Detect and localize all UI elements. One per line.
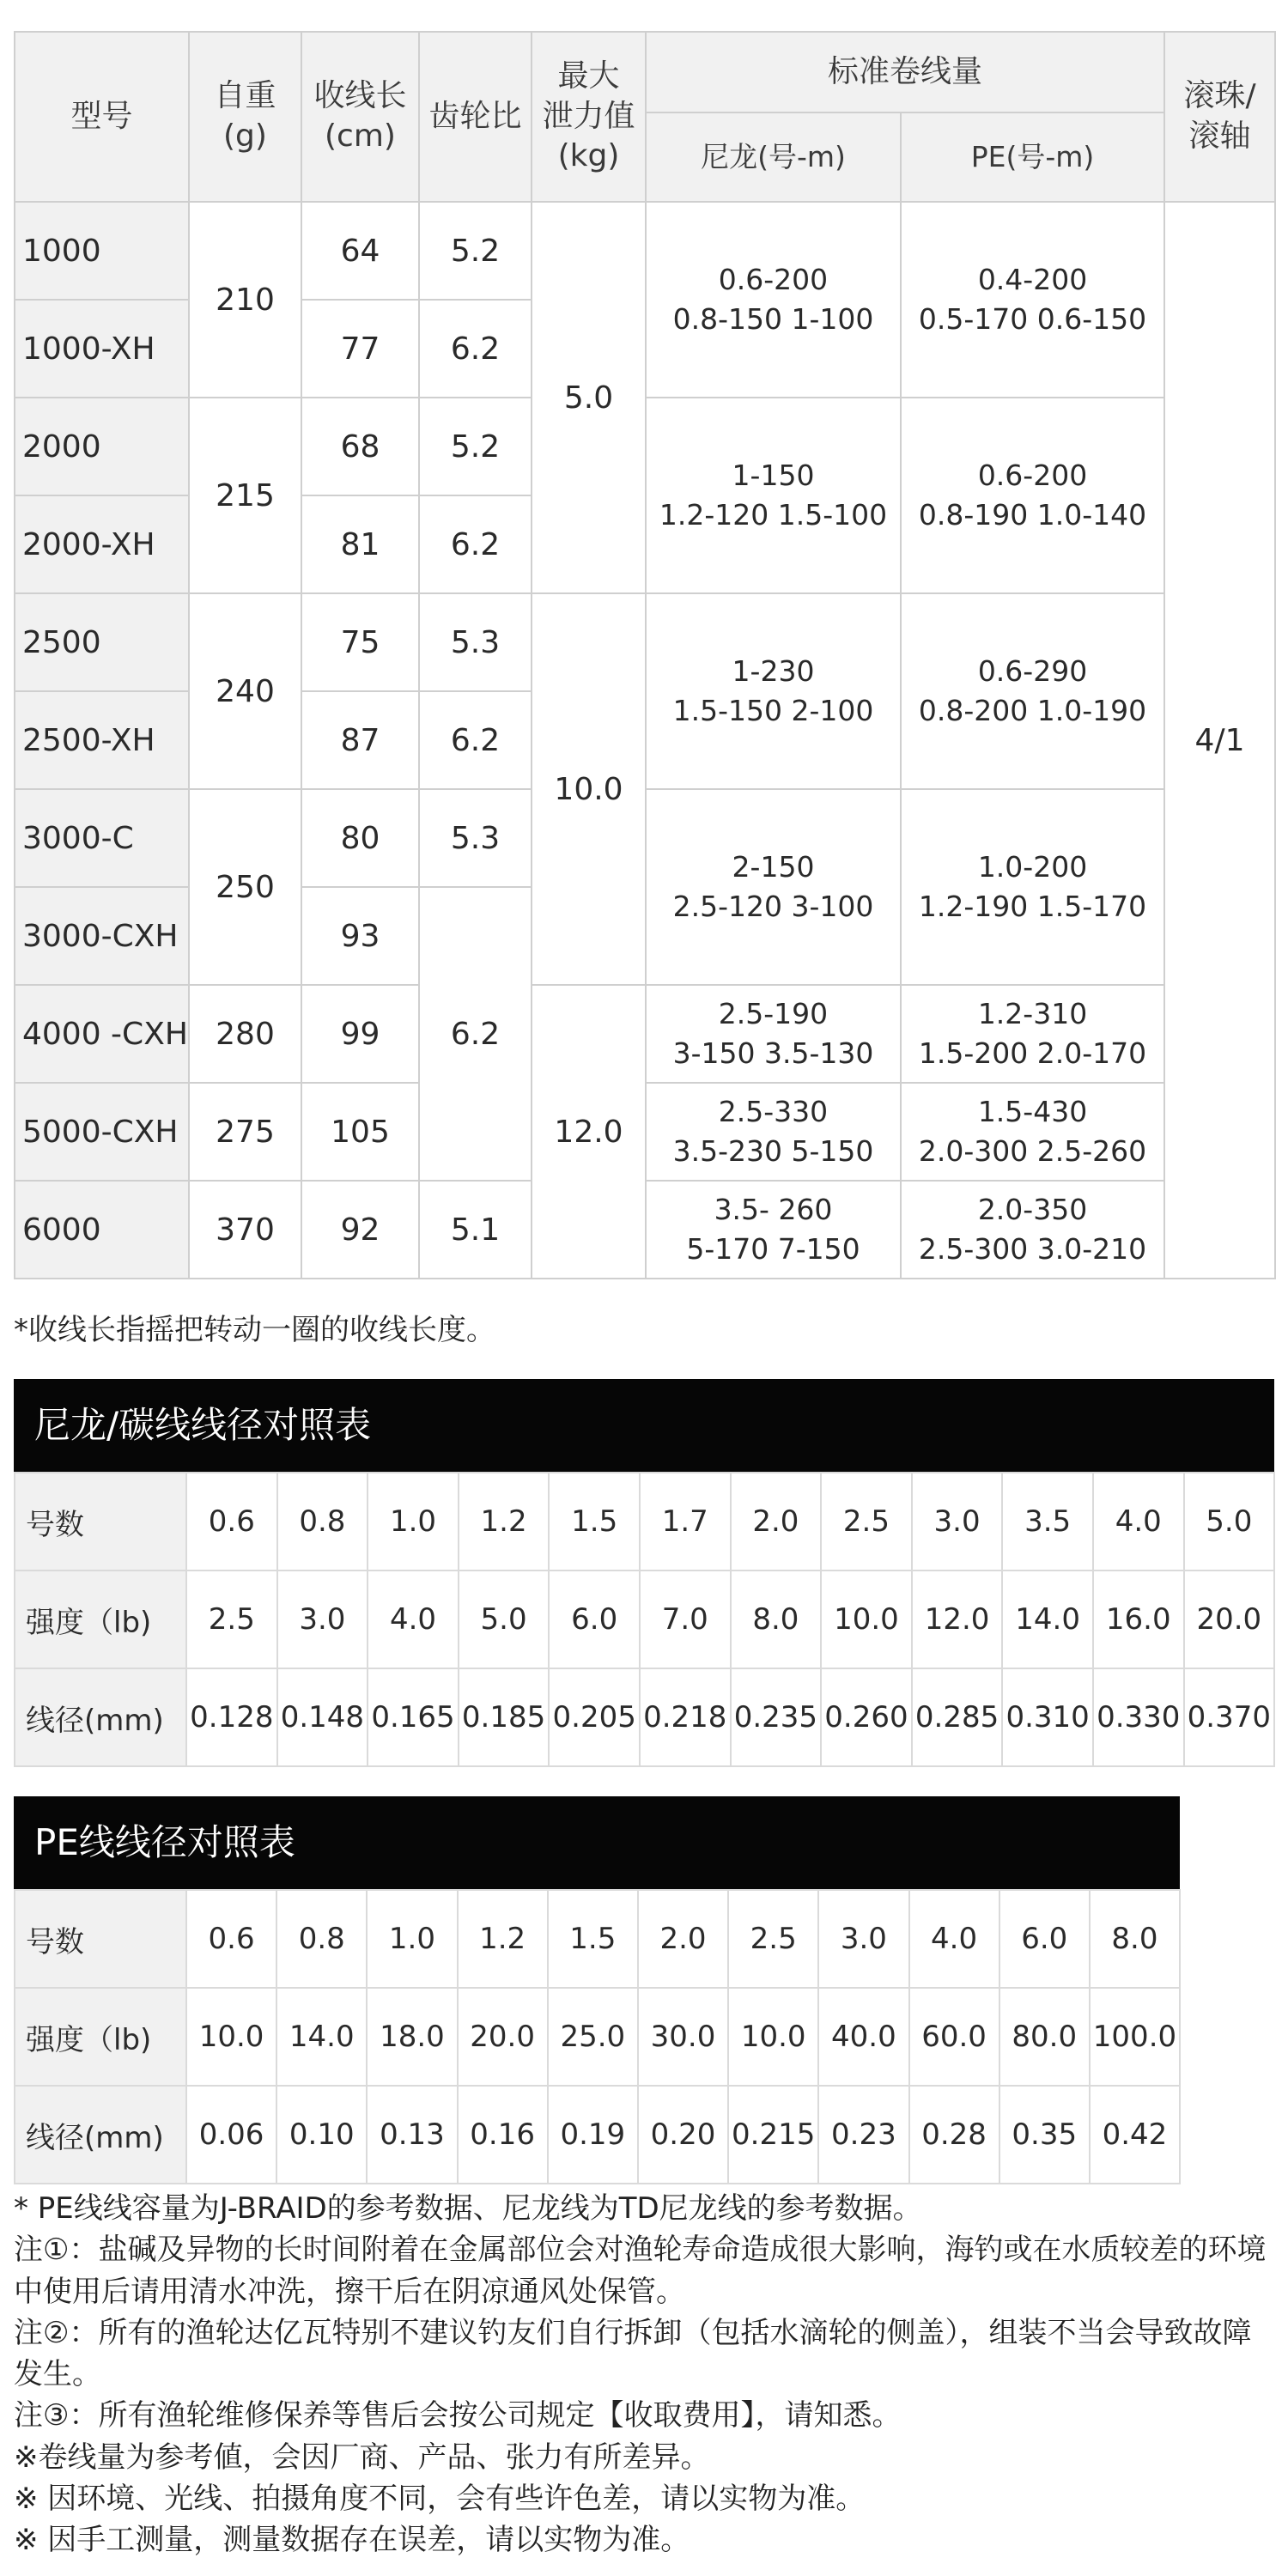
- table-cell: 80.0: [999, 1988, 1090, 2086]
- nylon-capacity-cell: 1-150 1.2-120 1.5-100: [646, 398, 901, 593]
- table-cell: 5.0: [459, 1571, 550, 1668]
- table-cell: 0.23: [818, 2086, 908, 2184]
- table-row: [15, 202, 1275, 300]
- table-cell: 0.185: [459, 1668, 550, 1766]
- table-cell: 0.8: [277, 1473, 368, 1571]
- table-cell: 1.0: [367, 1890, 457, 1988]
- table-cell: 6.0: [549, 1571, 640, 1668]
- table-cell: 0.128: [186, 1668, 277, 1766]
- table-cell: 12.0: [912, 1571, 1003, 1668]
- table-cell: 18.0: [367, 1988, 457, 2086]
- gear-cell: 5.1: [419, 1181, 532, 1279]
- header-weight: 自重 (g): [189, 32, 301, 202]
- table-cell: 0.310: [1002, 1668, 1093, 1766]
- weight-cell: 240: [189, 593, 301, 789]
- reel-spec-table: [14, 31, 1276, 1279]
- note-line: ※卷线量为参考値，会因厂商、产品、张力有所差异。: [14, 2439, 710, 2475]
- retrieve-cell: 93: [301, 887, 419, 985]
- pe-capacity-cell: 1.2-310 1.5-200 2.0-170: [901, 985, 1164, 1083]
- table-cell: 0.235: [731, 1668, 822, 1766]
- table-cell: 8.0: [1090, 1890, 1180, 1988]
- strength-row: [15, 1988, 1180, 2086]
- retrieve-cell: 64: [301, 202, 419, 300]
- note-line: * PE线线容量为J-BRAID的参考数据、尼龙线为TD尼龙线的参考数据。: [14, 2191, 922, 2226]
- pe-capacity-cell: 1.5-430 2.0-300 2.5-260: [901, 1083, 1164, 1181]
- table-cell: 1.5: [548, 1890, 638, 1988]
- retrieve-cell: 80: [301, 789, 419, 887]
- table-cell: 3.0: [912, 1473, 1003, 1571]
- nylon-capacity-cell: 0.6-200 0.8-150 1-100: [646, 202, 901, 398]
- weight-cell: 215: [189, 398, 301, 593]
- table-cell: 0.205: [549, 1668, 640, 1766]
- table-cell: 14.0: [276, 1988, 367, 2086]
- retrieve-cell: 75: [301, 593, 419, 691]
- weight-cell: 370: [189, 1181, 301, 1279]
- drag-cell: 12.0: [532, 985, 646, 1279]
- gear-cell: 5.3: [419, 593, 532, 691]
- table-cell: 1.2: [458, 1890, 548, 1988]
- table-cell: 0.10: [276, 2086, 367, 2184]
- gear-cell: 5.3: [419, 789, 532, 887]
- model-cell: 1000-XH: [15, 300, 189, 398]
- drag-cell: 10.0: [532, 593, 646, 985]
- table-cell: 4.0: [1093, 1473, 1184, 1571]
- table-cell: 8.0: [731, 1571, 822, 1668]
- table-cell: 0.260: [821, 1668, 912, 1766]
- table-cell: 0.42: [1090, 2086, 1180, 2184]
- table-cell: 40.0: [818, 1988, 908, 2086]
- table-cell: 30.0: [638, 1988, 728, 2086]
- pe-table-title: PE线线径对照表: [14, 1796, 1180, 1889]
- table-cell: 2.5: [728, 1890, 818, 1988]
- model-cell: 3000-C: [15, 789, 189, 887]
- header-gear-ratio: 齿轮比: [419, 32, 532, 202]
- table-cell: 0.28: [909, 2086, 999, 2184]
- table-cell: 0.165: [368, 1668, 459, 1766]
- weight-cell: 275: [189, 1083, 301, 1181]
- weight-cell: 210: [189, 202, 301, 398]
- pe-capacity-cell: 0.4-200 0.5-170 0.6-150: [901, 202, 1164, 398]
- model-cell: 2500: [15, 593, 189, 691]
- gear-cell: 6.2: [419, 495, 532, 593]
- table-cell: 100.0: [1090, 1988, 1180, 2086]
- table-cell: 0.330: [1093, 1668, 1184, 1766]
- retrieve-cell: 77: [301, 300, 419, 398]
- table-cell: 16.0: [1093, 1571, 1184, 1668]
- table-cell: 6.0: [999, 1890, 1090, 1988]
- nylon-capacity-cell: 2.5-330 3.5-230 5-150: [646, 1083, 901, 1181]
- table-cell: 0.218: [640, 1668, 731, 1766]
- pe-capacity-cell: 1.0-200 1.2-190 1.5-170: [901, 789, 1164, 985]
- diameter-row: [15, 2086, 1180, 2184]
- table-cell: 14.0: [1002, 1571, 1093, 1668]
- table-cell: 0.215: [728, 2086, 818, 2184]
- table-cell: 20.0: [458, 1988, 548, 2086]
- gear-cell: 5.2: [419, 202, 532, 300]
- model-cell: 3000-CXH: [15, 887, 189, 985]
- header-retrieve: 收线长 (cm): [301, 32, 419, 202]
- nylon-capacity-cell: 2-150 2.5-120 3-100: [646, 789, 901, 985]
- retrieve-cell: 81: [301, 495, 419, 593]
- model-cell: 2000-XH: [15, 495, 189, 593]
- table-cell: 4.0: [368, 1571, 459, 1668]
- table-cell: 0.06: [186, 2086, 276, 2184]
- model-cell: 5000-CXH: [15, 1083, 189, 1181]
- table-cell: 10.0: [728, 1988, 818, 2086]
- pe-capacity-cell: 2.0-350 2.5-300 3.0-210: [901, 1181, 1164, 1279]
- table-cell: 0.16: [458, 2086, 548, 2184]
- note-line: 注①：盐碱及异物的长时间附着在金属部位会对渔轮寿命造成很大影响，海钓或在水质较差的环境中使用后请用清水冲洗，擦干后在阴凉通风处保管。: [14, 2233, 1267, 2309]
- table-cell: 0.6: [186, 1890, 276, 1988]
- gear-cell: 6.2: [419, 300, 532, 398]
- table-cell: 1.2: [459, 1473, 550, 1571]
- number-row: [15, 1473, 1274, 1571]
- retrieve-length-note: *收线长指摇把转动一圈的收线长度。: [14, 1313, 495, 1347]
- table-cell: 25.0: [548, 1988, 638, 2086]
- note-line: ※ 因环境、光线、拍摄角度不同，会有些许色差，请以实物为准。: [14, 2481, 866, 2516]
- note-line: 注③：所有渔轮维修保养等售后会按公司规定【收取费用】，请知悉。: [14, 2398, 902, 2433]
- table-cell: 0.148: [277, 1668, 368, 1766]
- gear-cell: 6.2: [419, 887, 532, 1181]
- model-cell: 1000: [15, 202, 189, 300]
- table-cell: 2.5: [821, 1473, 912, 1571]
- model-cell: 2500-XH: [15, 691, 189, 789]
- nylon-capacity-cell: 1-230 1.5-150 2-100: [646, 593, 901, 789]
- table-cell: 0.19: [548, 2086, 638, 2184]
- retrieve-cell: 99: [301, 985, 419, 1083]
- gear-cell: 6.2: [419, 691, 532, 789]
- table-cell: 20.0: [1184, 1571, 1275, 1668]
- notes-section: [14, 2188, 1274, 2561]
- table-cell: 1.7: [640, 1473, 731, 1571]
- model-cell: 4000 -CXH: [15, 985, 189, 1083]
- table-row: [15, 593, 1275, 691]
- table-cell: 0.13: [367, 2086, 457, 2184]
- header-pe: PE(号-m): [901, 112, 1164, 202]
- table-cell: 1.0: [368, 1473, 459, 1571]
- gear-cell: 5.2: [419, 398, 532, 495]
- number-row: [15, 1890, 1180, 1988]
- nylon-table-title: 尼龙/碳线线径对照表: [14, 1379, 1274, 1472]
- table-cell: 0.6: [186, 1473, 277, 1571]
- table-cell: 2.0: [731, 1473, 822, 1571]
- header-nylon: 尼龙(号-m): [646, 112, 901, 202]
- nylon-capacity-cell: 3.5- 260 5-170 7-150: [646, 1181, 901, 1279]
- note-line: ※ 因手工测量，测量数据存在误差，请以实物为准。: [14, 2523, 690, 2558]
- header-line-capacity: 标准卷线量: [646, 32, 1164, 112]
- table-cell: 60.0: [909, 1988, 999, 2086]
- table-cell: 4.0: [909, 1890, 999, 1988]
- table-cell: 10.0: [821, 1571, 912, 1668]
- table-cell: 7.0: [640, 1571, 731, 1668]
- table-cell: 0.8: [276, 1890, 367, 1988]
- retrieve-cell: 105: [301, 1083, 419, 1181]
- note-line: 注②：所有的渔轮达亿瓦特别不建议钓友们自行拆卸（包括水滴轮的侧盖），组装不当会导致故障发生。: [14, 2315, 1252, 2392]
- retrieve-cell: 92: [301, 1181, 419, 1279]
- row-label: 号数: [15, 1890, 186, 1988]
- table-row: [15, 985, 1275, 1083]
- table-cell: 0.285: [912, 1668, 1003, 1766]
- weight-cell: 250: [189, 789, 301, 985]
- strength-row: [15, 1571, 1274, 1668]
- model-cell: 2000: [15, 398, 189, 495]
- weight-cell: 280: [189, 985, 301, 1083]
- table-cell: 3.5: [1002, 1473, 1093, 1571]
- row-label: 强度（lb): [15, 1988, 186, 2086]
- pe-capacity-cell: 0.6-290 0.8-200 1.0-190: [901, 593, 1164, 789]
- pe-diameter-table: [14, 1889, 1181, 2184]
- header-max-drag: 最大 泄力值 (kg): [532, 32, 646, 202]
- row-label: 线径(mm): [15, 1668, 186, 1766]
- header-bearing: 滚珠/ 滚轴: [1164, 32, 1275, 202]
- table-cell: 2.5: [186, 1571, 277, 1668]
- table-cell: 0.35: [999, 2086, 1090, 2184]
- table-cell: 0.20: [638, 2086, 728, 2184]
- header-model: 型号: [15, 32, 189, 202]
- table-cell: 2.0: [638, 1890, 728, 1988]
- row-label: 线径(mm): [15, 2086, 186, 2184]
- table-cell: 3.0: [818, 1890, 908, 1988]
- diameter-row: [15, 1668, 1274, 1766]
- row-label: 强度（lb): [15, 1571, 186, 1668]
- retrieve-cell: 87: [301, 691, 419, 789]
- nylon-diameter-table: [14, 1472, 1275, 1767]
- pe-capacity-cell: 0.6-200 0.8-190 1.0-140: [901, 398, 1164, 593]
- retrieve-cell: 68: [301, 398, 419, 495]
- table-cell: 10.0: [186, 1988, 276, 2086]
- drag-cell: 5.0: [532, 202, 646, 593]
- table-cell: 0.370: [1184, 1668, 1275, 1766]
- table-cell: 1.5: [549, 1473, 640, 1571]
- row-label: 号数: [15, 1473, 186, 1571]
- model-cell: 6000: [15, 1181, 189, 1279]
- bearing-cell: 4/1: [1164, 202, 1275, 1279]
- nylon-capacity-cell: 2.5-190 3-150 3.5-130: [646, 985, 901, 1083]
- table-cell: 3.0: [277, 1571, 368, 1668]
- table-cell: 5.0: [1184, 1473, 1275, 1571]
